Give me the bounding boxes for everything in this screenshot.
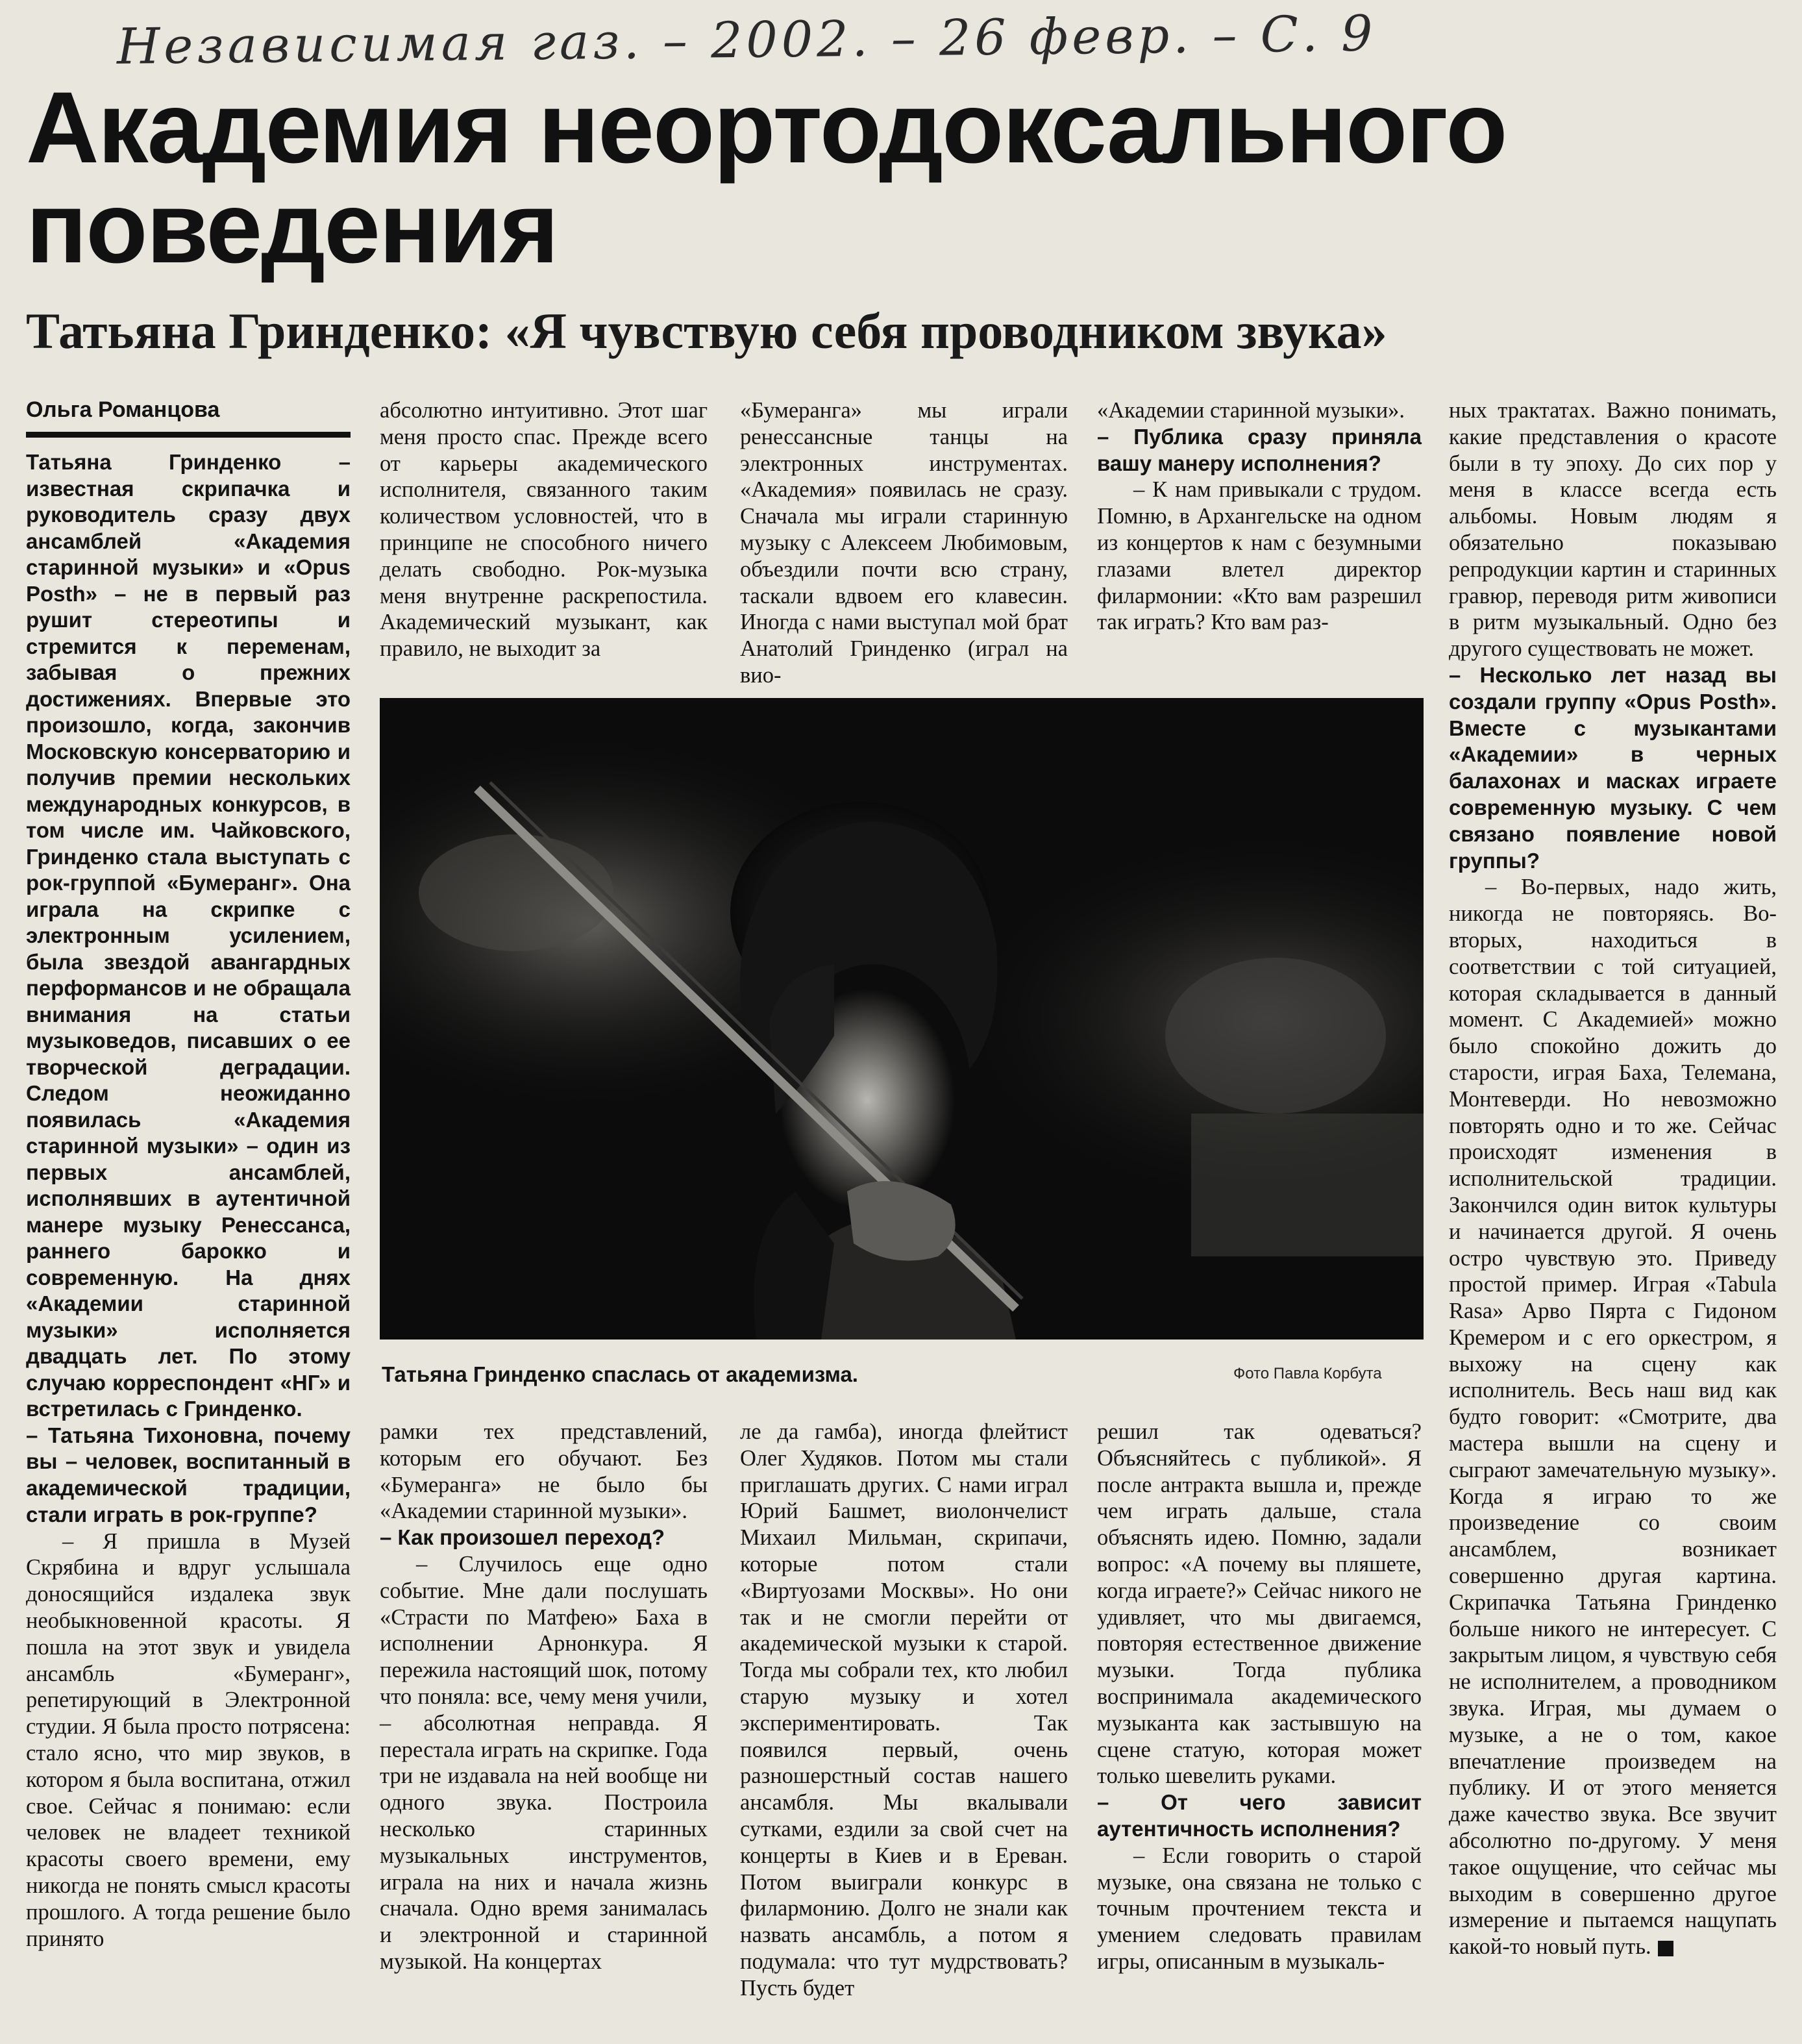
interview-question: – Несколько лет назад вы создали группу «Opus Posth». Вместе с музыкантами «Академии» в черных балахонах и масках играете современную музыку. С чем связано появление новой группы? (1449, 662, 1777, 873)
byline-rule (26, 432, 351, 438)
photo-caption: Татьяна Гринденко спаслась от академизма. (382, 1362, 858, 1386)
article-column-5 (1449, 397, 1777, 2008)
photo-credit: Фото Павла Корбута (1233, 1365, 1382, 1382)
paragraph: рамки тех представлений, которым его обучают. Без «Бумеранга» не было бы «Академии старинной музыки». (380, 1419, 708, 1524)
paragraph: – Я пришла в Музей Скрябина и вдруг услышала доносящийся издалека звук необыкновенной красоты. Я пошла на этот звук и увидела ансамбль «Бумеранг», репетирующий в Электронной студии. Я была просто потрясена: стало ясно, что мир звуков, в котором я была воспитана, отжил свое. Сейчас я понимаю: если человек не владеет техникой красоты своего времени, ему никогда не понять смысл красоты прошлого. А тогда решение было принято (26, 1528, 351, 1951)
paragraph: решил так одеваться? Объясняйтесь с публикой». Я после антракта вышла и, прежде чем играть дальше, стала объяснять идею. Помню, задали вопрос: «А почему вы пляшете, когда играете?» Сейчас никого не удивляет, что мы двигаемся, повторяя естественное движение музыки. Тогда публика воспринимала академического музыканта как застывшую на сцене статую, которая может только шевелить руками. (1097, 1419, 1422, 1789)
interview-question: – Как произошел переход? (380, 1525, 665, 1550)
interview-question: – От чего зависит аутентичность исполнения? (1097, 1790, 1422, 1841)
photo-violinist (380, 698, 1424, 1340)
article-column-4-bottom (1097, 1419, 1422, 2036)
article-column-2-top (380, 397, 708, 670)
article-column-3-top (740, 397, 1068, 688)
paragraph: ных трактатах. Важно понимать, какие представления о красоте были в ту эпоху. До сих пор у меня в классе всегда есть альбомы. Новым людям я обязательно показываю репродукции картин и старинных гравюр, переводя ритм живописи в ритм музыкальный. Одно без другого существовать не может. (1449, 398, 1777, 662)
handwritten-note: Независимая газ. – 2002. – 26 февр. – С. 9 (116, 4, 1377, 75)
paragraph: – Во-первых, надо жить, никогда не повторяясь. Во-вторых, находиться в соответствии с той ситуацией, которая складывается в данный момент. С Академией» можно было спокойно дожить до старости, играя Баха, Телемана, Монтеверди. Но невозможно повторять одно и то же. Сейчас происходят изменения в исполнительской традиции. Закончился один виток культуры и начинается другой. Я очень остро чувствую это. Приведу простой пример. Играя «Tabula Rasa» Арво Пярта с Гидоном Кремером и с его оркестром, я выхожу на сцену как исполнитель. Весь наш вид как будто говорит: «Смотрите, два мастера вышли на сцену и сыграют замечательную музыку». Когда я играю то же произведение со своим ансамблем, возникает совершенно другая картина. Скрипачка Татьяна Гринденко больше никого не интересует. С закрытым лицом, я чувствую себя не исполнителем, а проводником звука. Играя, мы думаем о музыке, а не о том, какое впечатление произведем на публику. И от этого меняется даже качество звука. Все звучит абсолютно по-другому. У меня такое ощущение, что сейчас мы выходим в совершенно другое измерение и пытаемся нащупать какой-то новый путь. (1449, 875, 1777, 1960)
lead-paragraph: Татьяна Гринденко – известная скрипачка и руководитель сразу двух ансамблей «Академия старинной музыки» и «Opus Posth» – не в первый раз рушит стереотипы и стремится к переменам, забывая о прежних достижениях. Впервые это произошло, когда, закончив Московскую консерваторию и получив премии нескольких международных конкурсов, в том числе им. Чайковского, Гринденко стала выступать с рок-группой «Бумеранг». Она играла на скрипке с электронным усилением, была звездой авангардных перформансов и не обращала внимания на статьи музыковедов, писавших о ее творческой деградации. Следом неожиданно появилась «Академия старинной музыки» – один из первых ансамблей, исполнявших в аутентичной манере музыку Ренессанса, раннего барокко и современную. На днях «Академии старинной музыки» исполняется двадцать лет. По этому случаю корреспондент «НГ» и встретилась с Гринденко. (26, 450, 351, 1421)
byline: Ольга Романцова (26, 397, 220, 422)
paragraph: – Если говорить о старой музыке, она связана не только с точным прочтением текста и умением следовать правилам игры, описанным в музыкаль- (1097, 1843, 1422, 1974)
paragraph: – К нам привыкали с трудом. Помню, в Архангельске на одном из концертов к нам с безумными глазами влетел директор филармонии: «Кто вам разрешил так играть? Кто вам раз- (1097, 477, 1422, 635)
paragraph: ле да гамба), иногда флейтист Олег Худяков. Потом мы стали приглашать других. С нами играл Юрий Башмет, виолончелист Михаил Мильман, скрипачи, которые потом стали «Виртуозами Москвы». Но они так и не смогли перейти от академической музыки к старой. Тогда мы собрали тех, кто любил старую музыку и хотел экспериментировать. Так появился первый, очень разношерстный состав нашего ансамбля. Мы вкалывали сутками, ездили за свой счет на концерты в Киев и в Ереван. Потом выиграли конкурс в филармонию. Долго не знали как назвать ансамбль, а потом я подумала: что тут мудрствовать? Пусть будет (740, 1419, 1068, 2000)
photo-image (380, 698, 1424, 1340)
interview-question: – Публика сразу приняла вашу манеру исполнения? (1097, 424, 1422, 475)
article-column-1 (26, 449, 351, 2034)
article-column-4-top (1097, 397, 1422, 670)
paragraph: – Случилось еще одно событие. Мне дали послушать «Страсти по Матфею» Баха в исполнении Арнонкура. Я пережила настоящий шок, потому что поняла: все, чему меня учили, – абсолютная неправда. Я перестала играть на скрипке. Года три не издавала на ней вообще ни одного звука. Построила несколько старинных музыкальных инструментов, играла на них и начала жизнь сначала. Одно время занималась и электронной и старинной музыкой. На концертах (380, 1551, 708, 1974)
end-of-article-mark (1658, 1941, 1673, 1956)
paragraph: абсолютно интуитивно. Этот шаг меня просто спас. Прежде всего от карьеры академического исполнителя, связанного таким количеством условностей, что в принципе не способного ничего делать свободно. Рок-музыка меня внутренне раскрепостила. Академический музыкант, как правило, не выходит за (380, 398, 708, 662)
paragraph: «Академии старинной музыки». (1097, 398, 1405, 423)
article-column-3-bottom (740, 1419, 1068, 2036)
headline: Академия неортодоксального поведения (26, 71, 1507, 284)
interview-question: – Татьяна Тихоновна, почему вы – человек, воспитанный в академической традиции, стали играть в рок-группе? (26, 1423, 351, 1527)
article-column-2-bottom (380, 1419, 708, 2036)
paragraph: «Бумеранга» мы играли ренессансные танцы на электронных инструментах. «Академия» появилась не сразу. Сначала мы играли старинную музыку с Алексеем Любимовым, объездили почти всю страну, таскали вдвоем его клавесин. Иногда с нами выступал мой брат Анатолий Гринденко (играл на вио- (740, 398, 1068, 688)
subheadline: Татьяна Гринденко: «Я чувствую себя проводником звука» (26, 303, 1387, 359)
